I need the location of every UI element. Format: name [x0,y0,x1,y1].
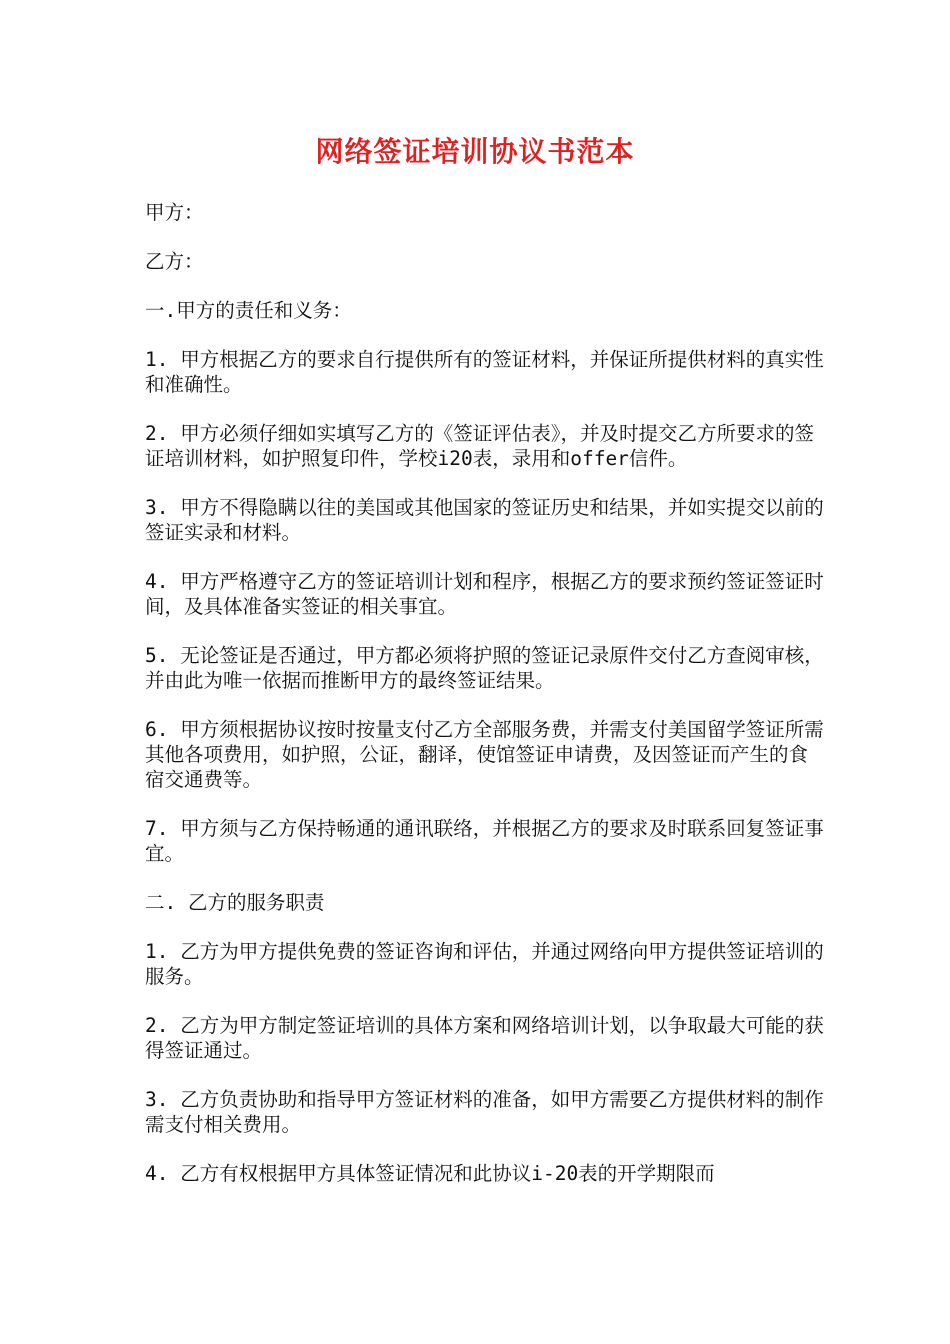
clause-paragraph: 6. 甲方须根据协议按时按量支付乙方全部服务费，并需支付美国留学签证所需其他各项费用，如护照，公证，翻译，使馆签证申请费，及因签证而产生的食宿交通费等。 [145,718,824,791]
clause-paragraph: 1. 乙方为甲方提供免费的签证咨询和评估，并通过网络向甲方提供签证培训的服务。 [145,940,824,988]
clause-paragraph: 5. 无论签证是否通过，甲方都必须将护照的签证记录原件交付乙方查阅审核，并由此为唯一依据而推断甲方的最终签证结果。 [145,644,824,692]
party-a-line: 甲方： [145,201,204,224]
clause-paragraph: 1. 甲方根据乙方的要求自行提供所有的签证材料，并保证所提供材料的真实性和准确性。 [145,348,824,396]
section-heading: 一.甲方的责任和义务： [145,299,352,322]
section-heading: 二. 乙方的服务职责 [145,891,325,914]
clause-paragraph: 4. 甲方严格遵守乙方的签证培训计划和程序，根据乙方的要求预约签证签证时间，及具体准备实签证的相关事宜。 [145,570,824,618]
clause-paragraph: 3. 甲方不得隐瞒以往的美国或其他国家的签证历史和结果，并如实提交以前的签证实录和材料。 [145,496,824,544]
clause-paragraph: 2. 甲方必须仔细如实填写乙方的《签证评估表》，并及时提交乙方所要求的签证培训材料，如护照复印件，学校i20表，录用和offer信件。 [145,422,814,470]
document-body [145,200,825,1210]
clause-paragraph: 3. 乙方负责协助和指导甲方签证材料的准备，如甲方需要乙方提供材料的制作需支付相关费用。 [145,1088,824,1136]
clause-paragraph: 4. 乙方有权根据甲方具体签证情况和此协议i-20表的开学期限而 [145,1162,715,1185]
clause-paragraph: 7. 甲方须与乙方保持畅通的通讯联络，并根据乙方的要求及时联系回复签证事宜。 [145,817,824,865]
document-title: 网络签证培训协议书范本 [315,135,635,168]
party-b-line: 乙方： [145,250,204,273]
clause-paragraph: 2. 乙方为甲方制定签证培训的具体方案和网络培训计划，以争取最大可能的获得签证通过。 [145,1014,824,1062]
